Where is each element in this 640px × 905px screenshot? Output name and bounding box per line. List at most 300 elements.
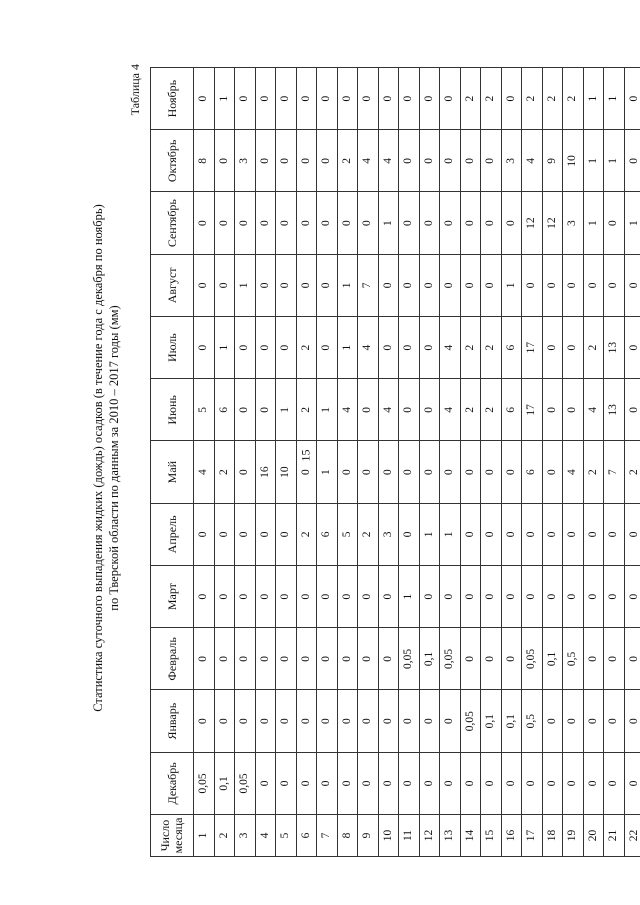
- value-cell: 0: [624, 68, 640, 130]
- column-header: Декабрь: [151, 752, 194, 814]
- value-cell: 0: [399, 379, 420, 441]
- value-cell: 0: [624, 317, 640, 379]
- value-cell: 0: [255, 68, 276, 130]
- value-cell: 4: [194, 441, 215, 503]
- value-cell: 1: [337, 254, 358, 316]
- table-row: [255, 68, 276, 857]
- value-cell: 0,1: [214, 752, 235, 814]
- value-cell: 2: [624, 441, 640, 503]
- value-cell: 0,5: [563, 628, 584, 690]
- table-title-line-2: по Тверской области по данным за 2010 – 2017 годы (мм): [107, 305, 121, 611]
- value-cell: 0: [255, 566, 276, 628]
- column-header: Февраль: [151, 628, 194, 690]
- value-cell: 0: [358, 192, 379, 254]
- value-cell: 0: [337, 690, 358, 752]
- table-row: [276, 68, 297, 857]
- value-cell: 0: [337, 752, 358, 814]
- value-cell: 0: [358, 628, 379, 690]
- column-header: Число месяца: [151, 815, 194, 857]
- value-cell: 4: [378, 379, 399, 441]
- value-cell: 2: [296, 317, 317, 379]
- value-cell: 0: [440, 130, 461, 192]
- column-header: Март: [151, 566, 194, 628]
- value-cell: 1: [214, 68, 235, 130]
- value-cell: 0: [235, 628, 256, 690]
- value-cell: 0: [440, 192, 461, 254]
- value-cell: 2: [481, 317, 502, 379]
- value-cell: 0: [276, 130, 297, 192]
- value-cell: 7: [358, 254, 379, 316]
- value-cell: 3: [563, 192, 584, 254]
- value-cell: 0: [194, 628, 215, 690]
- value-cell: 0: [542, 503, 563, 565]
- value-cell: 0,05: [194, 752, 215, 814]
- value-cell: 2: [358, 503, 379, 565]
- value-cell: 0: [419, 317, 440, 379]
- value-cell: 0: [214, 503, 235, 565]
- value-cell: 1: [419, 503, 440, 565]
- value-cell: 0,05: [399, 628, 420, 690]
- value-cell: 0: [235, 68, 256, 130]
- value-cell: 0: [255, 130, 276, 192]
- day-cell: 1: [194, 815, 215, 857]
- value-cell: 4: [337, 379, 358, 441]
- value-cell: 0: [358, 752, 379, 814]
- value-cell: 1: [337, 317, 358, 379]
- value-cell: 0: [542, 254, 563, 316]
- value-cell: 0: [378, 752, 399, 814]
- value-cell: 2: [296, 379, 317, 441]
- value-cell: 0: [419, 379, 440, 441]
- table-row: [235, 68, 256, 857]
- value-cell: 6: [522, 441, 543, 503]
- column-header: Октябрь: [151, 130, 194, 192]
- value-cell: 1: [501, 254, 522, 316]
- value-cell: 0: [563, 254, 584, 316]
- value-cell: 0: [317, 254, 338, 316]
- value-cell: 2: [522, 68, 543, 130]
- day-cell: 14: [460, 815, 481, 857]
- value-cell: 0: [481, 441, 502, 503]
- value-cell: 0: [194, 254, 215, 316]
- value-cell: 0: [542, 441, 563, 503]
- value-cell: 0: [624, 503, 640, 565]
- day-cell: 17: [522, 815, 543, 857]
- value-cell: 1: [440, 503, 461, 565]
- value-cell: 0: [317, 566, 338, 628]
- value-cell: 0: [501, 68, 522, 130]
- value-cell: 0: [481, 628, 502, 690]
- value-cell: 0: [583, 690, 604, 752]
- value-cell: 6: [501, 317, 522, 379]
- value-cell: 0: [419, 68, 440, 130]
- value-cell: 0: [460, 192, 481, 254]
- value-cell: 0: [276, 628, 297, 690]
- value-cell: 0: [440, 566, 461, 628]
- day-cell: 9: [358, 815, 379, 857]
- value-cell: 0: [440, 68, 461, 130]
- value-cell: 0: [296, 254, 317, 316]
- value-cell: 0: [214, 254, 235, 316]
- value-cell: 0: [235, 192, 256, 254]
- value-cell: 0: [276, 68, 297, 130]
- day-cell: 19: [563, 815, 584, 857]
- value-cell: 0: [522, 566, 543, 628]
- value-cell: 2: [460, 68, 481, 130]
- value-cell: 0: [399, 441, 420, 503]
- value-cell: 12: [522, 192, 543, 254]
- value-cell: 1: [317, 441, 338, 503]
- column-header: Август: [151, 254, 194, 316]
- day-cell: 8: [337, 815, 358, 857]
- value-cell: 6: [317, 503, 338, 565]
- value-cell: 0: [460, 254, 481, 316]
- value-cell: 0: [501, 628, 522, 690]
- value-cell: 2: [481, 379, 502, 441]
- value-cell: 9: [542, 130, 563, 192]
- value-cell: 2: [460, 317, 481, 379]
- value-cell: 0: [419, 690, 440, 752]
- value-cell: 0: [399, 68, 420, 130]
- value-cell: 0: [276, 192, 297, 254]
- value-cell: 2: [542, 68, 563, 130]
- day-cell: 3: [235, 815, 256, 857]
- value-cell: 0: [255, 317, 276, 379]
- value-cell: 0: [583, 254, 604, 316]
- value-cell: 1: [378, 192, 399, 254]
- value-cell: 16: [255, 441, 276, 503]
- value-cell: 0: [399, 130, 420, 192]
- value-cell: 0: [481, 130, 502, 192]
- day-cell: 18: [542, 815, 563, 857]
- day-cell: 15: [481, 815, 502, 857]
- table-row: [296, 68, 317, 857]
- value-cell: 0: [522, 503, 543, 565]
- table-label: Таблица 4: [128, 64, 142, 116]
- table-row: [501, 68, 522, 857]
- value-cell: 0: [481, 254, 502, 316]
- value-cell: 13: [604, 379, 625, 441]
- value-cell: 0: [214, 566, 235, 628]
- value-cell: 0,1: [419, 628, 440, 690]
- table-header-row: [151, 68, 194, 857]
- value-cell: 0: [460, 441, 481, 503]
- value-cell: 2: [481, 68, 502, 130]
- value-cell: 0: [399, 752, 420, 814]
- table-row: [399, 68, 420, 857]
- value-cell: 1: [604, 130, 625, 192]
- value-cell: 0: [399, 503, 420, 565]
- table-row: [624, 68, 640, 857]
- value-cell: 0: [214, 130, 235, 192]
- value-cell: 0: [235, 317, 256, 379]
- value-cell: 4: [358, 317, 379, 379]
- value-cell: 0: [399, 317, 420, 379]
- value-cell: 0: [542, 379, 563, 441]
- value-cell: 4: [583, 379, 604, 441]
- value-cell: 0: [563, 752, 584, 814]
- value-cell: 0: [501, 503, 522, 565]
- value-cell: 0: [399, 254, 420, 316]
- table-row: [378, 68, 399, 857]
- value-cell: 17: [522, 317, 543, 379]
- value-cell: 0: [481, 503, 502, 565]
- value-cell: 0: [440, 441, 461, 503]
- value-cell: 2: [563, 68, 584, 130]
- value-cell: 0: [317, 317, 338, 379]
- column-header: Май: [151, 441, 194, 503]
- value-cell: 17: [522, 379, 543, 441]
- value-cell: 0,05: [460, 690, 481, 752]
- table-row: [194, 68, 215, 857]
- value-cell: 0: [378, 690, 399, 752]
- column-header: Январь: [151, 690, 194, 752]
- value-cell: 0: [378, 68, 399, 130]
- value-cell: 0: [358, 690, 379, 752]
- value-cell: 0: [624, 752, 640, 814]
- value-cell: 0: [481, 566, 502, 628]
- value-cell: 0: [604, 254, 625, 316]
- value-cell: 0: [317, 192, 338, 254]
- value-cell: 0: [604, 192, 625, 254]
- value-cell: 0: [522, 254, 543, 316]
- column-header: Июнь: [151, 379, 194, 441]
- value-cell: 0: [317, 752, 338, 814]
- value-cell: 0: [296, 690, 317, 752]
- value-cell: 0: [583, 752, 604, 814]
- value-cell: 0: [604, 503, 625, 565]
- value-cell: 0: [255, 752, 276, 814]
- value-cell: 0: [337, 628, 358, 690]
- value-cell: 0: [214, 192, 235, 254]
- value-cell: 0,1: [481, 690, 502, 752]
- value-cell: 0: [214, 628, 235, 690]
- value-cell: 4: [378, 130, 399, 192]
- value-cell: 0: [235, 566, 256, 628]
- value-cell: 0: [296, 752, 317, 814]
- value-cell: 0: [399, 690, 420, 752]
- value-cell: 0: [337, 566, 358, 628]
- value-cell: 1: [235, 254, 256, 316]
- value-cell: 0: [419, 192, 440, 254]
- value-cell: 0,1: [501, 690, 522, 752]
- value-cell: 0: [460, 628, 481, 690]
- value-cell: 0: [317, 628, 338, 690]
- value-cell: 1: [583, 68, 604, 130]
- value-cell: 0: [194, 192, 215, 254]
- value-cell: 0: [624, 566, 640, 628]
- value-cell: 0: [194, 503, 215, 565]
- value-cell: 0,5: [522, 690, 543, 752]
- value-cell: 5: [194, 379, 215, 441]
- value-cell: 0: [563, 317, 584, 379]
- value-cell: 0: [276, 566, 297, 628]
- value-cell: 4: [440, 317, 461, 379]
- value-cell: 0: [460, 503, 481, 565]
- value-cell: 0: [542, 566, 563, 628]
- value-cell: 0: [583, 566, 604, 628]
- value-cell: 0: [440, 690, 461, 752]
- value-cell: 0: [419, 441, 440, 503]
- value-cell: 0: [378, 317, 399, 379]
- value-cell: 0: [296, 130, 317, 192]
- value-cell: 0: [255, 379, 276, 441]
- value-cell: 0: [624, 379, 640, 441]
- value-cell: 1: [583, 192, 604, 254]
- value-cell: 0,1: [542, 628, 563, 690]
- value-cell: 0: [563, 379, 584, 441]
- value-cell: 0: [276, 752, 297, 814]
- column-header: Апрель: [151, 503, 194, 565]
- value-cell: 0: [624, 254, 640, 316]
- table-row: [481, 68, 502, 857]
- page-number: 15: [298, 449, 313, 462]
- table-row: [358, 68, 379, 857]
- value-cell: 8: [194, 130, 215, 192]
- value-cell: 0: [358, 441, 379, 503]
- value-cell: 0: [317, 690, 338, 752]
- value-cell: 0: [440, 752, 461, 814]
- value-cell: 0: [542, 690, 563, 752]
- table-row: [460, 68, 481, 857]
- value-cell: 2: [214, 441, 235, 503]
- value-cell: 0: [235, 379, 256, 441]
- table-row: [337, 68, 358, 857]
- value-cell: 1: [214, 317, 235, 379]
- value-cell: 0: [378, 566, 399, 628]
- value-cell: 7: [604, 441, 625, 503]
- value-cell: 0: [296, 192, 317, 254]
- value-cell: 0: [419, 254, 440, 316]
- value-cell: 2: [583, 317, 604, 379]
- value-cell: 0: [358, 68, 379, 130]
- value-cell: 0: [276, 254, 297, 316]
- value-cell: 10: [563, 130, 584, 192]
- value-cell: 0: [460, 130, 481, 192]
- value-cell: 0: [296, 628, 317, 690]
- value-cell: 0,05: [235, 752, 256, 814]
- value-cell: 1: [317, 379, 338, 441]
- day-cell: 13: [440, 815, 461, 857]
- day-cell: 21: [604, 815, 625, 857]
- value-cell: 2: [337, 130, 358, 192]
- value-cell: 0: [481, 192, 502, 254]
- value-cell: 0: [255, 192, 276, 254]
- value-cell: 0: [378, 628, 399, 690]
- value-cell: 0: [542, 752, 563, 814]
- value-cell: 0: [255, 254, 276, 316]
- value-cell: 0: [358, 566, 379, 628]
- table-row: [317, 68, 338, 857]
- value-cell: 13: [604, 317, 625, 379]
- value-cell: 0: [563, 503, 584, 565]
- value-cell: 1: [276, 379, 297, 441]
- value-cell: 0: [501, 566, 522, 628]
- value-cell: 0: [235, 690, 256, 752]
- value-cell: 0: [583, 628, 604, 690]
- value-cell: 0: [255, 503, 276, 565]
- value-cell: 3: [235, 130, 256, 192]
- value-cell: 3: [501, 130, 522, 192]
- value-cell: 6: [501, 379, 522, 441]
- value-cell: 0: [337, 192, 358, 254]
- table-row: [440, 68, 461, 857]
- value-cell: 6: [214, 379, 235, 441]
- day-cell: 11: [399, 815, 420, 857]
- value-cell: 3: [378, 503, 399, 565]
- value-cell: 0: [194, 68, 215, 130]
- value-cell: 0: [194, 317, 215, 379]
- value-cell: 4: [563, 441, 584, 503]
- value-cell: 0: [337, 441, 358, 503]
- value-cell: 0: [378, 441, 399, 503]
- day-cell: 12: [419, 815, 440, 857]
- value-cell: 0: [624, 628, 640, 690]
- value-cell: 0: [522, 752, 543, 814]
- value-cell: 1: [583, 130, 604, 192]
- day-cell: 6: [296, 815, 317, 857]
- table-row: [604, 68, 625, 857]
- value-cell: 0: [276, 690, 297, 752]
- value-cell: 0: [276, 317, 297, 379]
- day-cell: 16: [501, 815, 522, 857]
- precipitation-table: [150, 67, 640, 857]
- value-cell: 0,05: [522, 628, 543, 690]
- value-cell: 2: [583, 441, 604, 503]
- value-cell: 2: [296, 503, 317, 565]
- value-cell: 0: [604, 752, 625, 814]
- value-cell: 0: [255, 628, 276, 690]
- day-cell: 4: [255, 815, 276, 857]
- value-cell: 0: [624, 690, 640, 752]
- value-cell: 0: [440, 254, 461, 316]
- table-title-line-1: Статистика суточного выпадения жидких (дождь) осадков (в течение года с декабря по ноябрь): [91, 204, 105, 712]
- value-cell: 0: [460, 752, 481, 814]
- value-cell: 5: [337, 503, 358, 565]
- value-cell: 4: [358, 130, 379, 192]
- value-cell: 1: [624, 192, 640, 254]
- value-cell: 2: [460, 379, 481, 441]
- value-cell: 0: [563, 566, 584, 628]
- value-cell: 0: [378, 254, 399, 316]
- day-cell: 2: [214, 815, 235, 857]
- value-cell: 0: [235, 503, 256, 565]
- value-cell: 0: [563, 690, 584, 752]
- value-cell: 0,05: [440, 628, 461, 690]
- day-cell: 10: [378, 815, 399, 857]
- value-cell: 0: [358, 379, 379, 441]
- value-cell: 0: [481, 752, 502, 814]
- value-cell: 0: [399, 192, 420, 254]
- value-cell: 1: [604, 68, 625, 130]
- value-cell: 0: [296, 441, 317, 503]
- day-cell: 22: [624, 815, 640, 857]
- value-cell: 0: [419, 566, 440, 628]
- value-cell: 12: [542, 192, 563, 254]
- value-cell: 0: [604, 628, 625, 690]
- value-cell: 10: [276, 441, 297, 503]
- table-row: [542, 68, 563, 857]
- table-row: [419, 68, 440, 857]
- column-header: Сентябрь: [151, 192, 194, 254]
- value-cell: 0: [235, 441, 256, 503]
- day-cell: 20: [583, 815, 604, 857]
- value-cell: 0: [501, 441, 522, 503]
- value-cell: 0: [296, 68, 317, 130]
- value-cell: 1: [399, 566, 420, 628]
- value-cell: 0: [542, 317, 563, 379]
- value-cell: 0: [624, 130, 640, 192]
